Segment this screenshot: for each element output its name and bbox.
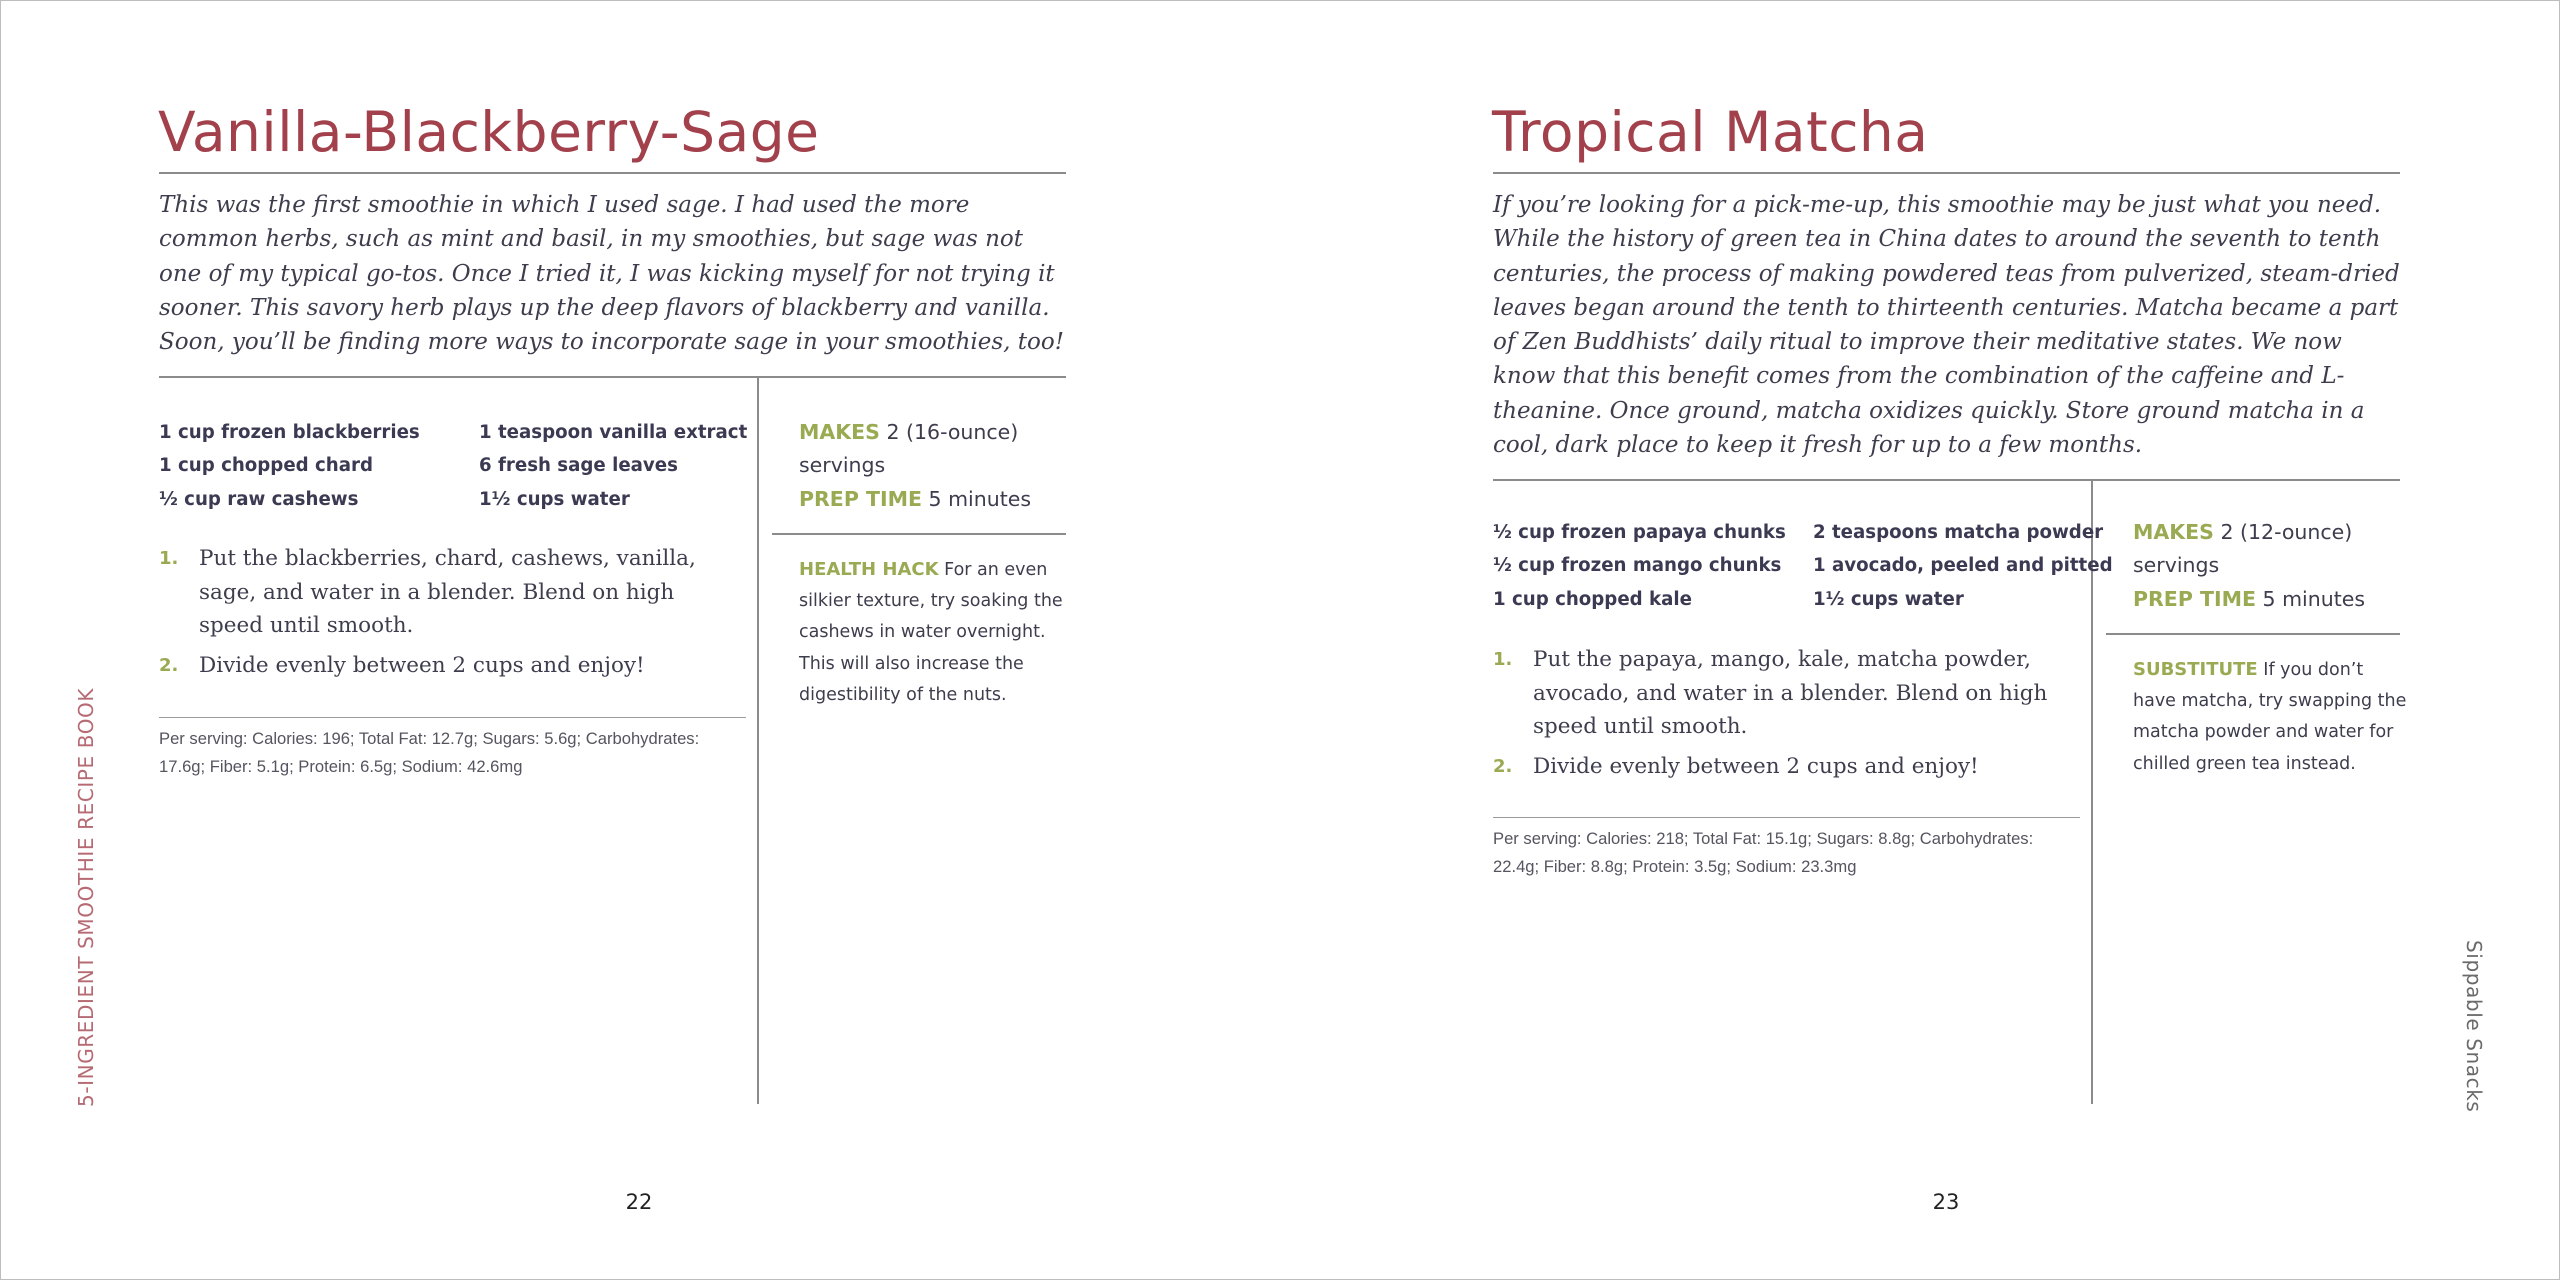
ingredient: 1 cup frozen blackberries bbox=[159, 422, 420, 443]
sidebar-rule bbox=[2106, 633, 2400, 635]
title-rule bbox=[159, 172, 1066, 174]
tip-text: For an even silkier texture, try soaking the cashews in water overnight. This will also increase the digestibility of the nuts. bbox=[799, 560, 1063, 705]
ingredient: 1 cup chopped kale bbox=[1493, 588, 1692, 610]
ingredient: 2 teaspoons matcha powder bbox=[1813, 522, 2104, 543]
direction-step bbox=[1493, 643, 2063, 744]
recipe-intro: If you’re looking for a pick-me-up, this smoothie may be just what you need. While the history of green tea in China dates to around the seventh to tenth centuries, the process of making powdered teas from pulverized, steam-dried leaves began around the tenth to thirteenth centuries. Matcha became a part of Zen Buddhists’ daily ritual to improve their meditative states. We now know that this benefit comes from the combination of the caffeine and L-theanine. Once ground, matcha oxidizes quickly. Store ground matcha in a cool, dark place to keep it fresh for up to a few months. bbox=[1493, 192, 2400, 459]
ingredient: 1½ cups water bbox=[1813, 588, 1964, 610]
step-number: 1. bbox=[159, 548, 179, 569]
ingredients-column-2 bbox=[479, 416, 747, 516]
tip-label: SUBSTITUTE bbox=[2133, 659, 2258, 680]
ingredients-column-1 bbox=[159, 416, 420, 516]
prep-time-label: PREP TIME bbox=[799, 486, 922, 511]
column-divider bbox=[757, 378, 759, 1104]
page-number: 23 bbox=[1932, 1190, 1960, 1214]
ingredient: 1 cup chopped chard bbox=[159, 455, 374, 477]
directions-list bbox=[159, 542, 729, 688]
step-number: 2. bbox=[159, 654, 179, 676]
step-number: 2. bbox=[1493, 755, 1513, 777]
running-head-book-title: 5-INGREDIENT SMOOTHIE RECIPE BOOK bbox=[74, 687, 98, 1107]
prep-time-label: PREP TIME bbox=[2133, 586, 2256, 611]
makes-value: 2 (12-ounce) servings bbox=[2133, 520, 2353, 578]
direction-step bbox=[1493, 750, 2063, 784]
health-hack-tip bbox=[799, 554, 1064, 711]
makes-label: MAKES bbox=[799, 420, 880, 444]
recipe-title: Tropical Matcha bbox=[1492, 100, 1929, 164]
ingredient: 1 avocado, peeled and pitted bbox=[1813, 555, 2113, 577]
nutrition-rule bbox=[159, 717, 746, 718]
step-text: Put the papaya, mango, kale, matcha powder, avocado, and water in a blender. Blend on high speed until smooth. bbox=[1533, 647, 2048, 739]
ingredient: ½ cup frozen mango chunks bbox=[1493, 555, 1782, 577]
intro-rule bbox=[159, 376, 1066, 378]
makes-value: 2 (16-ounce) servings bbox=[799, 420, 1019, 478]
running-head-chapter: Sippable Snacks bbox=[2462, 940, 2486, 1113]
ingredient: 1 teaspoon vanilla extract bbox=[479, 422, 748, 443]
ingredient: 1½ cups water bbox=[479, 488, 630, 510]
nutrition-info: Per serving: Calories: 196; Total Fat: 12.7g; Sugars: 5.6g; Carbohydrates: 17.6g; Fiber: 5.1g; Protein: 6.5g; Sodium: 42.6mg bbox=[159, 729, 700, 776]
ingredients-column-1 bbox=[1493, 516, 1786, 616]
yield-and-time bbox=[799, 416, 1039, 516]
nutrition-rule bbox=[1493, 817, 2080, 818]
title-rule bbox=[1493, 172, 2400, 174]
tip-text: If you don’t have matcha, try swapping the matcha powder and water for chilled green tea instead. bbox=[2133, 660, 2407, 774]
tip-label: HEALTH HACK bbox=[799, 559, 939, 580]
step-text: Divide evenly between 2 cups and enjoy! bbox=[199, 652, 645, 678]
recipe-intro: This was the first smoothie in which I used sage. I had used the more common herbs, such as mint and basil, in my smoothies, but sage was not one of my typical go-tos. Once I tried it, I was kicking myself for not trying it sooner. This savory herb plays up the deep flavors of blackberry and vanilla. Soon, you’ll be finding more ways to incorporate sage in your smoothies, too! bbox=[159, 192, 1064, 356]
nutrition-info: Per serving: Calories: 218; Total Fat: 15.1g; Sugars: 8.8g; Carbohydrates: 22.4g; Fiber: 8.8g; Protein: 3.5g; Sodium: 23.3mg bbox=[1493, 829, 2034, 876]
sidebar-rule bbox=[772, 533, 1066, 535]
yield-and-time bbox=[2133, 516, 2373, 616]
ingredient: ½ cup raw cashews bbox=[159, 488, 359, 510]
ingredient: ½ cup frozen papaya chunks bbox=[1493, 522, 1786, 543]
substitute-tip bbox=[2133, 654, 2408, 780]
ingredients-column-2 bbox=[1813, 516, 2113, 616]
step-text: Put the blackberries, chard, cashews, vanilla, sage, and water in a blender. Blend on high speed until smooth. bbox=[199, 546, 696, 638]
makes-label: MAKES bbox=[2133, 520, 2214, 544]
directions-list bbox=[1493, 643, 2063, 789]
step-text: Divide evenly between 2 cups and enjoy! bbox=[1533, 753, 1979, 779]
step-number: 1. bbox=[1493, 649, 1513, 670]
direction-step bbox=[159, 542, 729, 643]
ingredient: 6 fresh sage leaves bbox=[479, 455, 678, 477]
page-number: 22 bbox=[625, 1190, 653, 1214]
prep-time-value: 5 minutes bbox=[928, 486, 1032, 511]
prep-time-value: 5 minutes bbox=[2262, 586, 2366, 611]
direction-step bbox=[159, 649, 729, 683]
recipe-title: Vanilla-Blackberry-Sage bbox=[158, 100, 820, 164]
intro-rule bbox=[1493, 479, 2400, 481]
